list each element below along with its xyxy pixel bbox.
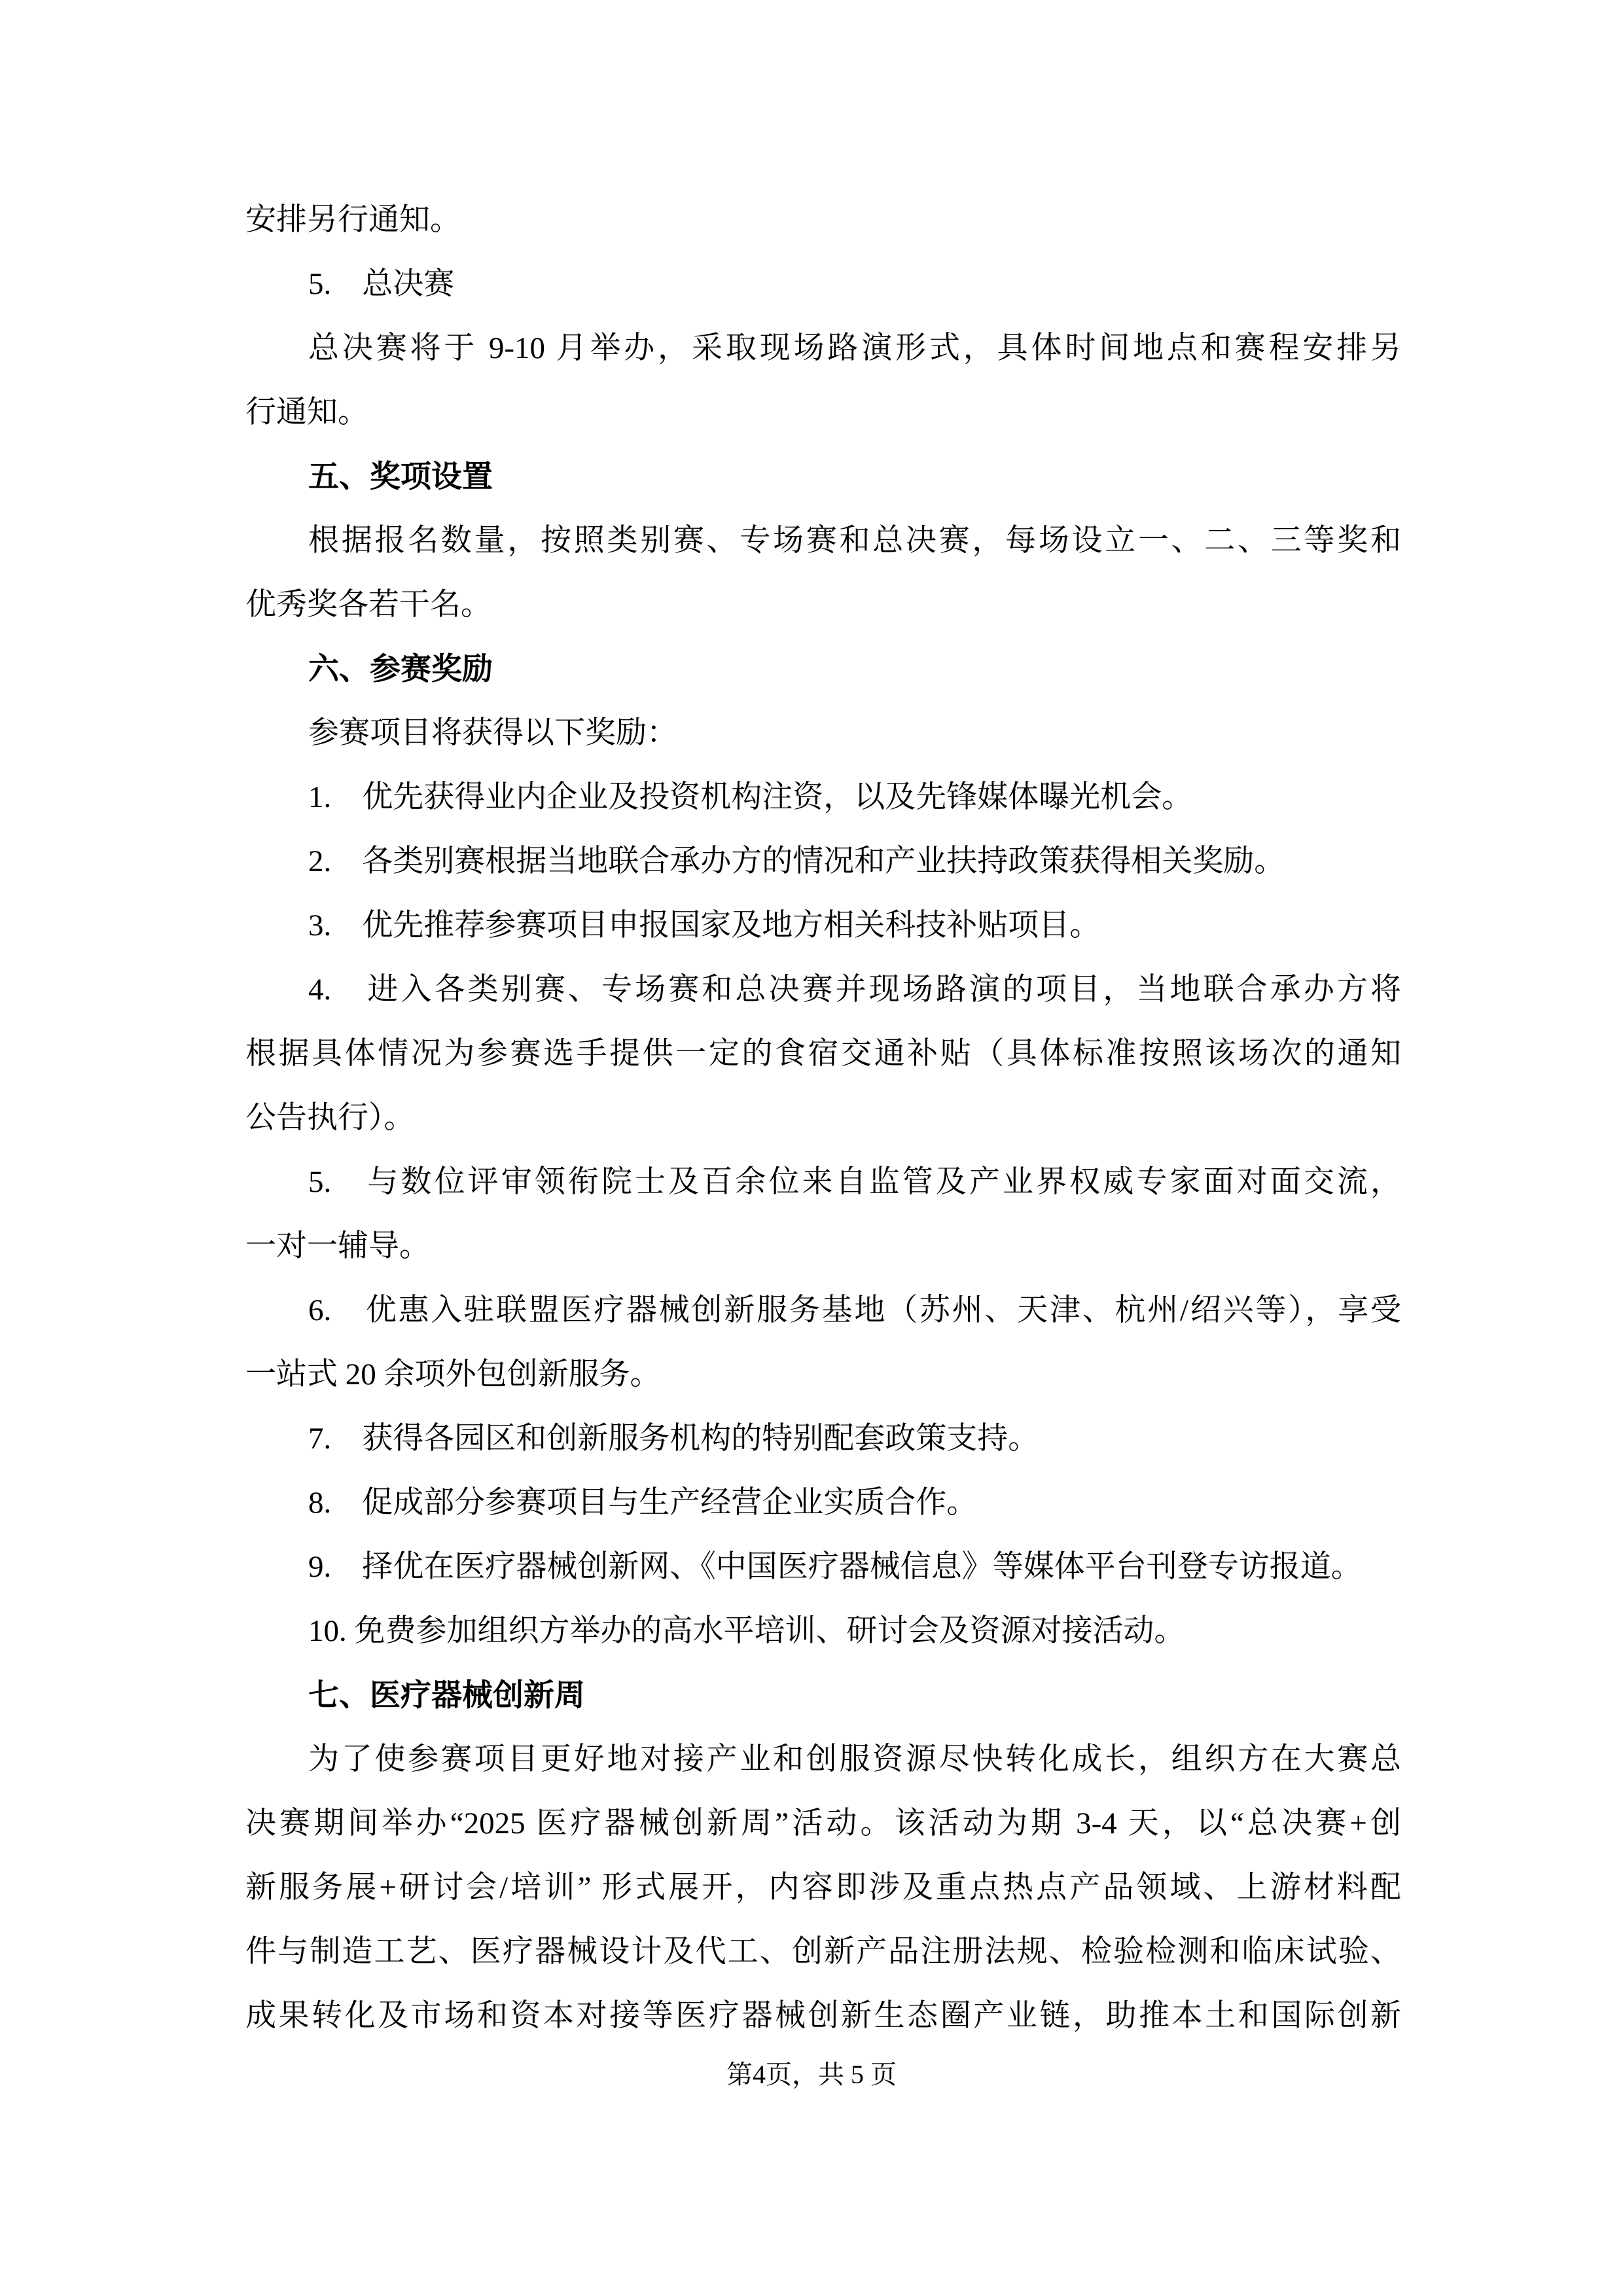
text-line: 5. 总决赛 (308, 267, 455, 301)
text-line: 2. 各类别赛根据当地联合承办方的情况和产业扶持政策获得相关奖励。 (308, 844, 1285, 878)
text-line: 6. 优惠入驻联盟医疗器械创新服务基地（苏州、天津、杭州/绍兴等），享受 (308, 1293, 1401, 1327)
text-line: 根据报名数量，按照类别赛、专场赛和总决赛，每场设立一、二、三等奖和 (308, 524, 1401, 558)
section-heading: 六、参赛奖励 (308, 651, 493, 686)
text-line: 根据具体情况为参赛选手提供一定的食宿交通补贴（具体标准按照该场次的通知 (245, 1037, 1401, 1071)
text-line: 5. 与数位评审领衔院士及百余位来自监管及产业界权威专家面对面交流， (308, 1165, 1401, 1199)
text-line: 总决赛将于 9-10 月举办，采取现场路演形式，具体时间地点和赛程安排另 (308, 331, 1401, 365)
text-line: 参赛项目将获得以下奖励： (308, 716, 677, 750)
text-line: 安排另行通知。 (245, 203, 461, 237)
section-heading: 七、医疗器械创新周 (308, 1677, 585, 1712)
section-heading: 五、奖项设置 (308, 459, 493, 493)
text-line: 新服务展+研讨会/培训” 形式展开，内容即涉及重点热点产品领域、上游材料配 (245, 1871, 1401, 1905)
text-line: 10. 免费参加组织方举办的高水平培训、研讨会及资源对接活动。 (308, 1614, 1185, 1648)
text-line: 件与制造工艺、医疗器械设计及代工、创新产品注册法规、检验检测和临床试验、 (245, 1935, 1401, 1969)
page-footer: 第4页，共 5 页 (726, 2060, 897, 2089)
text-line: 为了使参赛项目更好地对接产业和创服资源尽快转化成长，组织方在大赛总 (308, 1742, 1401, 1776)
text-line: 一对一辅导。 (245, 1229, 430, 1263)
text-line: 优秀奖各若干名。 (245, 588, 491, 622)
text-line: 4. 进入各类别赛、专场赛和总决赛并现场路演的项目，当地联合承办方将 (308, 973, 1401, 1007)
text-line: 公告执行）。 (245, 1101, 415, 1135)
text-line: 9. 择优在医疗器械创新网、《中国医疗器械信息》等媒体平台刊登专访报道。 (308, 1550, 1362, 1584)
text-line: 3. 优先推荐参赛项目申报国家及地方相关科技补贴项目。 (308, 908, 1101, 942)
text-line: 成果转化及市场和资本对接等医疗器械创新生态圈产业链，助推本土和国际创新 (245, 1999, 1401, 2033)
text-line: 决赛期间举办“2025 医疗器械创新周”活动。该活动为期 3-4 天，以“总决赛+创 (245, 1806, 1401, 1840)
text-line: 1. 优先获得业内企业及投资机构注资，以及先锋媒体曝光机会。 (308, 780, 1193, 814)
text-line: 一站式 20 余项外包创新服务。 (245, 1357, 661, 1391)
text-line: 7. 获得各园区和创新服务机构的特别配套政策支持。 (308, 1422, 1039, 1456)
text-line: 行通知。 (245, 395, 368, 429)
document-body (245, 188, 1401, 2048)
text-line: 8. 促成部分参赛项目与生产经营企业实质合作。 (308, 1486, 978, 1520)
